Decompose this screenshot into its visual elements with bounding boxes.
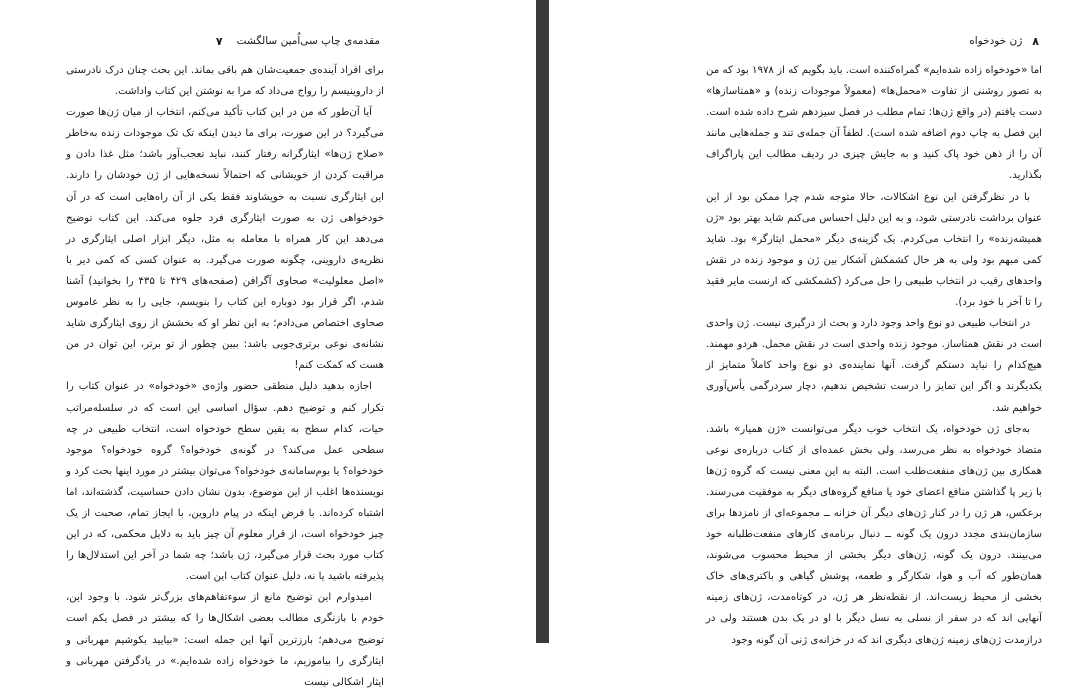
paragraph: برای افراد آینده‌ی جمعیت‌شان هم باقی بماند. این بحث چنان درک نادرستی از داروینیسم را رواج می‌داد که مرا به نوشتن این کتاب واداشت. — [66, 65, 384, 98]
book-spine-divider — [536, 0, 549, 643]
paragraph: در انتخاب طبیعی دو نوع واحد وجود دارد و بحث از درگیری نیست. ژن واحدی است در نقش همتاساز. موجود زنده واحدی است در نقش محمل. هردو مهمند. هیچ‌کدام را نباید دستکم گرفت. آنها نماینده‌ی دو نوع واحد کاملاً متمایز از یکدیگرند و اگر این تمایز را درست تشخیص ندهیم، دچار سردرگمی یأس‌آوری خواهیم شد. — [706, 318, 1042, 414]
right-page — [549, 0, 1081, 646]
right-page-header — [889, 32, 1039, 50]
left-page-number: ۷ — [215, 34, 223, 48]
left-page — [0, 0, 536, 688]
right-page-body — [706, 60, 1042, 651]
paragraph: اجازه بدهید دلیل منطقی حضور واژه‌ی «خودخواه» در عنوان کتاب را تکرار کنم و توضیح دهم. سؤال اساسی این است که در سلسله‌مراتب حیات، کدام سطح به یقین سطح خودخواه است، انتخاب طبیعی در چه سطحی عمل می‌کند؟ در گونه‌ی خودخواه؟ گروه خودخواه؟ موجود خودخواه؟ یا بوم‌سامانه‌ی خودخواه؟ می‌توان بیشتر در مورد اینها بحث کرد و نویسنده‌ها اغلب از این موضوع، بدون نشان دادن حساسیت، گذشته‌اند، اما اشتباه کرده‌اند. با فرض اینکه در پیام داروین، با ایجاز تمام، صحبت از یک چیز خودخواه است، از قرار معلوم آن چیز باید به دلایل محکمی، که در این کتاب مورد بحث قرار می‌گیرد، ژن باشد؛ چه شما در آخر این استدلال‌ها را پذیرفته باشید یا نه، دلیل عنوان کتاب این است. — [66, 381, 384, 583]
paragraph: امیدوارم این توضیح مانع از سوءتفاهم‌های بزرگ‌تر شود. با وجود این، خودم با بازنگری مطالب بعضی اشکال‌ها را که بیشتر در فصل یکم است توضیح می‌دهم؛ بارزترین آنها این جمله است: «بیایید بکوشیم مهربانی و ایثارگری را بیاموزیم، ما خودخواه زاده شده‌ایم.» در یادگرفتن مهربانی و ایثار اشکالی نیست — [66, 592, 384, 688]
right-header-title: ژن خودخواه — [969, 35, 1023, 47]
left-page-header — [150, 32, 380, 50]
paragraph: اما «خودخواه زاده شده‌ایم» گمراه‌کننده است. باید بگویم که از ۱۹۷۸ بود که من به تصور روشنی از تفاوت «محمل‌ها» (معمولاً موجودات زنده) و «همتاسازها» دست یافتم (در واقع ژن‌ها: تمام مطلب در فصل سیزدهم شرح داده شده است. این فصل به چاپ دوم اضافه شده است). لطفاً آن جمله‌ی تند و جمله‌هایی مانند آن را از ذهن خود پاک کنید و به جایش چیزی در ردیف مطالب این پاراگراف بگذارید. — [706, 65, 1042, 182]
paragraph: به‌جای ژن خودخواه، یک انتخاب خوب دیگر می‌توانست «ژن همیار» باشد. متضاد خودخواه به نظر می‌رسد، ولی بخش عمده‌ای از کتاب درباره‌ی نوعی همکاری بین ژن‌های منفعت‌طلب است. البته به این معنی نیست که گروه ژن‌ها با زیر پا گذاشتن منافع اعضای خود یا منافع گروه‌های دیگر به موفقیت می‌رسند. برعکس، هر ژن را در کنار ژن‌های دیگر آن خزانه ــ مجموعه‌ای از نامزدها برای سازمان‌بندی مجدد درون یک گونه ــ دنبال برنامه‌ی کارهای منفعت‌طلبانه خود می‌بینند. درون یک گونه، ژن‌های دیگر بخشی از محیط محسوب می‌شوند، همان‌طور که آب و هوا، شکارگر و طعمه، پوشش گیاهی و باکتری‌های خاک بخشی از محیط زیست‌اند. از نقطه‌نظر هر ژن، در کوتاه‌مدت، ژن‌های زمینه آنهایی اند که در سفر از نسلی به نسل دیگر با او در یک بدن هستند ولی در درازمدت ژن‌های زمینه ژن‌های دیگری اند که در خزانه‌ی ژنی آن گونه وجود — [706, 423, 1042, 646]
paragraph: با در نظرگرفتن این نوع اشکالات، حالا متوجه شدم چرا ممکن بود از این عنوان برداشت نادرستی شود، و به این دلیل احساس می‌کنم شاید بهتر بود «ژن همیشه‌زنده» را انتخاب می‌کردم. یک گزینه‌ی دیگر «محمل ایثارگر» بود. شاید کمی مبهم بود ولی به هر حال کشمکش آشکار بین ژن و موجود زنده در نقش واحدهای رقیب در انتخاب طبیعی را حل می‌کرد (کشمکشی که ارنست مایر فقید را تا آخر با خود برد). — [706, 191, 1042, 309]
paragraph: آیا آن‌طور که من در این کتاب تأکید می‌کنم، انتخاب از میان ژن‌ها صورت می‌گیرد؟ در این صورت، برای ما دیدن اینکه تک تک موجودات زنده به‌خاطر «صلاح ژن‌ها» ایثارگرانه رفتار کنند، نباید تعجب‌آور باشد؛ مثل غذا دادن و مراقبت کردن از خویشانی که احتمالاً نسخه‌هایی از ژن خودشان را دارند. این ایثارگری نسبت به خویشاوند فقط یکی از آن راه‌هایی است که در آن خودخواهی ژن به صورت ایثارگری فرد جلوه می‌کند. این کتاب توضیح می‌دهد این کار همراه با معامله به مثل، دیگر ابزار اصلی ایثارگری در نظریه‌ی داروینی، چگونه صورت می‌گیرد. به عنوان کسی که کمی دیر با «اصل معلولیت» صحاوی آگرافن (صفحه‌های ۴۲۹ تا ۴۳۵ را بخوانید) آشنا شدم، اگر قرار بود دوباره این کتاب را بنویسم، جایی را به نظر عاموس صحاوی اختصاص می‌دادم؛ به این نظر او که بخشش از روی ایثارگری شاید نشانه‌ی نوعی برتری‌جویی باشد: ببین چطور از تو برتر، این توان در من هست که کمکت کنم! — [66, 107, 384, 372]
right-page-number: ۸ — [1032, 34, 1039, 48]
left-page-body — [66, 60, 384, 693]
left-header-title: مقدمه‌ی چاپ سی‌اُمین سالگشت — [236, 35, 380, 47]
